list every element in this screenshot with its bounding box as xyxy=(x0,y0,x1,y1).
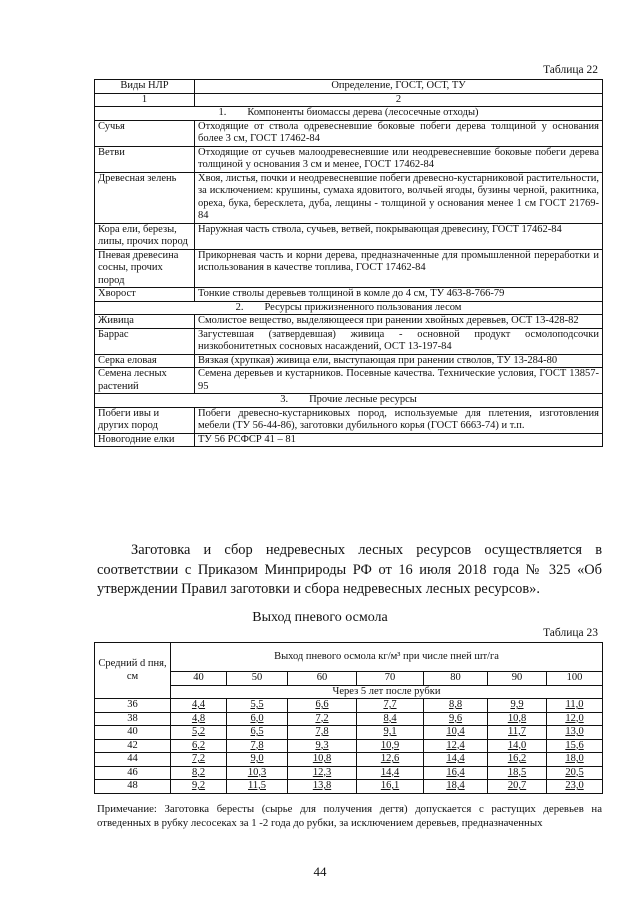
table23-subtitle-row xyxy=(95,685,603,699)
stump-count-header: 50 xyxy=(227,672,288,686)
table-row xyxy=(95,433,603,447)
table-row xyxy=(95,766,603,780)
header-cell: Виды НЛР xyxy=(95,80,195,94)
yield-value: 10,8 xyxy=(288,753,357,767)
table-row xyxy=(95,407,603,433)
stump-diameter: 40 xyxy=(95,726,171,740)
yield-value: 8,2 xyxy=(171,766,227,780)
table-row xyxy=(95,146,603,172)
yield-value: 15,6 xyxy=(547,739,603,753)
stump-count-header: 60 xyxy=(288,672,357,686)
stump-diameter: 48 xyxy=(95,780,171,794)
resource-kind: Баррас xyxy=(95,328,195,354)
yield-value: 6,6 xyxy=(288,699,357,713)
resource-kind: Пневая древесина сосны, прочих пород xyxy=(95,249,195,288)
stump-diameter: 36 xyxy=(95,699,171,713)
yield-value: 18,0 xyxy=(547,753,603,767)
yield-value: 7,2 xyxy=(288,712,357,726)
yield-value: 10,8 xyxy=(488,712,547,726)
table-row xyxy=(95,780,603,794)
resource-definition: Хвоя, листья, почки и неодревесневшие побеги древесно-кустарниковой растительности, за исключением: крушины, сумаха ядовитого, волчьей ягоды, бузины черной, ракитника, ореха, бука, бересклета, дуба, лещины - толщиной у основания менее 1 см ГОСТ 21769-84 xyxy=(195,172,603,223)
section-row xyxy=(95,107,603,121)
yield-value: 6,5 xyxy=(227,726,288,740)
table-row xyxy=(95,288,603,302)
stump-count-header: 100 xyxy=(547,672,603,686)
table23-subtitle: Через 5 лет после рубки xyxy=(171,685,603,699)
yield-value: 5,2 xyxy=(171,726,227,740)
yield-value: 9,3 xyxy=(288,739,357,753)
table23-heading: Выход пневого осмола xyxy=(252,610,388,625)
yield-value: 16,4 xyxy=(424,766,488,780)
resource-kind: Семена лесных растений xyxy=(95,368,195,394)
resource-kind: Побеги ивы и других пород xyxy=(95,407,195,433)
yield-value: 13,8 xyxy=(288,780,357,794)
yield-value: 5,5 xyxy=(227,699,288,713)
section-title: 3. Прочие лесные ресурсы xyxy=(95,394,603,408)
table-row xyxy=(95,120,603,146)
yield-value: 7,7 xyxy=(357,699,424,713)
yield-value: 16,2 xyxy=(488,753,547,767)
yield-value: 23,0 xyxy=(547,780,603,794)
yield-value: 18,5 xyxy=(488,766,547,780)
yield-value: 11,0 xyxy=(547,699,603,713)
resource-definition: Наружная часть ствола, сучьев, ветвей, покрывающая древесину, ГОСТ 17462-84 xyxy=(195,223,603,249)
yield-value: 14,4 xyxy=(424,753,488,767)
yield-value: 18,4 xyxy=(424,780,488,794)
yield-value: 8,4 xyxy=(357,712,424,726)
resource-definition: Тонкие стволы деревьев толщиной в комле до 4 см, ТУ 463-8-766-79 xyxy=(195,288,603,302)
table-row xyxy=(95,328,603,354)
resource-kind: Древесная зелень xyxy=(95,172,195,223)
resource-definition: ТУ 56 РСФСР 41 – 81 xyxy=(195,433,603,447)
resource-kind: Живица xyxy=(95,315,195,329)
yield-value: 11,5 xyxy=(227,780,288,794)
table-row xyxy=(95,223,603,249)
yield-value: 10,4 xyxy=(424,726,488,740)
stump-count-header: 70 xyxy=(357,672,424,686)
table-row xyxy=(95,699,603,713)
stump-count-header: 40 xyxy=(171,672,227,686)
resource-definition: Семена деревьев и кустарников. Посевные качества. Технические условия, ГОСТ 13857-95 xyxy=(195,368,603,394)
table-row xyxy=(95,315,603,329)
resource-definition: Прикорневая часть и корни дерева, предназначенные для промышленной переработки и использования в качестве топлива, ГОСТ 17462-84 xyxy=(195,249,603,288)
section-row xyxy=(95,394,603,408)
yield-value: 14,4 xyxy=(357,766,424,780)
yield-value: 14,0 xyxy=(488,739,547,753)
stump-diameter: 44 xyxy=(95,753,171,767)
table23-note: Примечание: Заготовка бересты (сырье для получения дегтя) допускается с растущих деревьев на отведенных в рубку лесосеках за 1 -2 года до рубки, за исключением деревьев, предназначенных xyxy=(97,803,602,829)
yield-value: 12,6 xyxy=(357,753,424,767)
section-title: 1. Компоненты биомассы дерева (лесосечные отходы) xyxy=(95,107,603,121)
stump-diameter: 42 xyxy=(95,739,171,753)
resource-definition: Побеги древесно-кустарниковых пород, используемые для плетения, изготовления мебели (ТУ 56-44-86), заготовки дубильного корья (ГОСТ 6663-74) и т.п. xyxy=(195,407,603,433)
yield-value: 7,2 xyxy=(171,753,227,767)
table23 xyxy=(94,642,603,794)
yield-value: 6,0 xyxy=(227,712,288,726)
resource-kind: Ветви xyxy=(95,146,195,172)
yield-value: 9,9 xyxy=(488,699,547,713)
yield-value: 12,4 xyxy=(424,739,488,753)
yield-value: 4,8 xyxy=(171,712,227,726)
yield-value: 9,2 xyxy=(171,780,227,794)
table-row xyxy=(95,249,603,288)
table-row xyxy=(95,368,603,394)
table23-caption: Таблица 23 xyxy=(543,627,598,639)
table23-counts-row xyxy=(95,672,603,686)
yield-value: 9,1 xyxy=(357,726,424,740)
corner-header: Средний d пня, см xyxy=(95,643,171,699)
section-title: 2. Ресурсы прижизненного пользования лесом xyxy=(95,301,603,315)
page-number: 44 xyxy=(313,864,327,879)
yield-value: 9,6 xyxy=(424,712,488,726)
yield-value: 10,3 xyxy=(227,766,288,780)
table23-header-row xyxy=(95,643,603,672)
yield-value: 20,5 xyxy=(547,766,603,780)
table-row xyxy=(95,172,603,223)
column-number: 2 xyxy=(195,93,603,107)
table22-header-row xyxy=(95,80,603,94)
column-number: 1 xyxy=(95,93,195,107)
yield-value: 8,8 xyxy=(424,699,488,713)
resource-definition: Смолистое вещество, выделяющееся при ранении хвойных деревьев, ОСТ 13-428-82 xyxy=(195,315,603,329)
resource-definition: Вязкая (хрупкая) живица ели, выступающая при ранении стволов, ТУ 13-284-80 xyxy=(195,354,603,368)
yield-value: 4,4 xyxy=(171,699,227,713)
yield-value: 16,1 xyxy=(357,780,424,794)
yield-value: 12,3 xyxy=(288,766,357,780)
table23-title: Выход пневого осмола кг/м³ при числе пней шт/га xyxy=(171,643,603,672)
resource-definition: Отходящие от ствола одревесневшие боковые побеги дерева толщиной у основания более 3 см, ГОСТ 17462-84 xyxy=(195,120,603,146)
resource-kind: Хворост xyxy=(95,288,195,302)
yield-value: 13,0 xyxy=(547,726,603,740)
table22-number-row xyxy=(95,93,603,107)
resource-kind: Кора ели, березы, липы, прочих пород xyxy=(95,223,195,249)
resource-definition: Отходящие от сучьев малоодревесневшие или неодревесневшие боковые побеги дерева толщиной у основания 3 см и менее, ГОСТ 17462-84 xyxy=(195,146,603,172)
yield-value: 12,0 xyxy=(547,712,603,726)
stump-diameter: 38 xyxy=(95,712,171,726)
table-row xyxy=(95,739,603,753)
yield-value: 7,8 xyxy=(227,739,288,753)
section-row xyxy=(95,301,603,315)
yield-value: 9,0 xyxy=(227,753,288,767)
table-row xyxy=(95,726,603,740)
resource-definition: Загустевшая (затвердевшая) живица - основной продукт осмолоподсочки низкобонитетных сосновых насаждений, ОСТ 13-197-84 xyxy=(195,328,603,354)
table22 xyxy=(94,79,603,447)
header-cell: Определение, ГОСТ, ОСТ, ТУ xyxy=(195,80,603,94)
table-row xyxy=(95,354,603,368)
yield-value: 11,7 xyxy=(488,726,547,740)
resource-kind: Серка еловая xyxy=(95,354,195,368)
resource-kind: Новогодние елки xyxy=(95,433,195,447)
stump-count-header: 80 xyxy=(424,672,488,686)
stump-count-header: 90 xyxy=(488,672,547,686)
yield-value: 20,7 xyxy=(488,780,547,794)
resource-kind: Сучья xyxy=(95,120,195,146)
yield-value: 7,8 xyxy=(288,726,357,740)
yield-value: 6,2 xyxy=(171,739,227,753)
table-row xyxy=(95,753,603,767)
table-row xyxy=(95,712,603,726)
yield-value: 10,9 xyxy=(357,739,424,753)
paragraph: Заготовка и сбор недревесных лесных ресурсов осуществляется в соответствии с Приказом Минприроды РФ от 16 июля 2018 года № 325 «Об утверждении Правил заготовки и сбора недревесных лесных ресурсов». xyxy=(97,542,602,597)
stump-diameter: 46 xyxy=(95,766,171,780)
table22-caption: Таблица 22 xyxy=(543,64,598,76)
